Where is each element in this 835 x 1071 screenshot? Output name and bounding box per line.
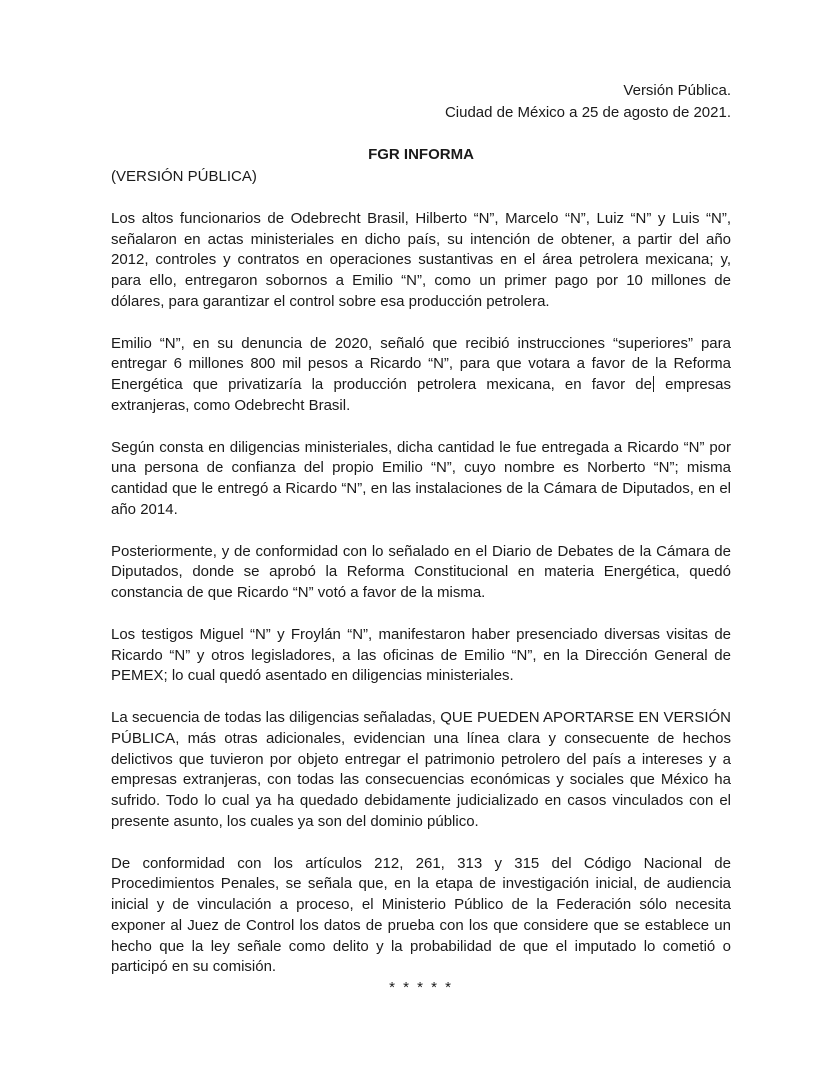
version-label: Versión Pública. <box>623 82 731 99</box>
document-subtitle: (VERSIÓN PÚBLICA) <box>111 168 257 185</box>
paragraph-2 <box>111 334 731 417</box>
document-header <box>111 80 731 124</box>
paragraph-2-part-1: Emilio “N”, en su denuncia de 2020, señaló que recibió instrucciones “superiores” para entregar 6 millones 800 mil pesos a Ricardo “N”, para que votara a favor de la Reforma Energética que privatizaría la producción petrolera mexicana, en favor de <box>111 334 731 394</box>
paragraph-6: La secuencia de todas las diligencias señaladas, QUE PUEDEN APORTARSE EN VERSIÓN PÚBLICA, más otras adicionales, evidencian una línea clara y consecuente de hechos delictivos que tuvieron por objeto entregar el patrimonio petrolero del país a intereses y a empresas extranjeras, con todas las consecuencias económicas y sociales que México ha sufrido. Todo lo cual ya ha quedado debidamente judicializado en casos vinculados con el presente asunto, los cuales ya son del dominio público. <box>111 708 731 830</box>
paragraph-2-part-2: empresas extranjeras, como Odebrecht Brasil. <box>111 376 731 414</box>
document-title: FGR INFORMA <box>368 146 474 163</box>
document-page <box>111 80 731 998</box>
paragraph-7: De conformidad con los artículos 212, 261, 313 y 315 del Código Nacional de Procedimientos Penales, se señala que, en la etapa de investigación inicial, de audiencia inicial y de vinculación a proceso, el Ministerio Público de la Federación sólo necesita exponer al Juez de Control los datos de prueba con los que considere que se establece un hecho que la ley señale como delito y la probabilidad de que el imputado lo cometió o participó en su comisión. <box>111 854 731 976</box>
paragraph-1: Los altos funcionarios de Odebrecht Brasil, Hilberto “N”, Marcelo “N”, Luiz “N” y Luis “N”, señalaron en actas ministeriales en dicho país, su intención de obtener, a partir del año 2012, controles y contratos en operaciones sustantivas en el área petrolera mexicana; y, para ello, entregaron sobornos a Emilio “N”, como un primer pago por 10 millones de dólares, para garantizar el control sobre esa producción petrolera. <box>111 209 731 310</box>
paragraph-5: Los testigos Miguel “N” y Froylán “N”, manifestaron haber presenciado diversas visitas de Ricardo “N” y otros legisladores, a las oficinas de Emilio “N”, en la Dirección General de PEMEX; lo cual quedó asentado en diligencias ministeriales. <box>111 625 731 685</box>
paragraph-4: Posteriormente, y de conformidad con lo señalado en el Diario de Debates de la Cámara de Diputados, donde se aprobó la Reforma Constitucional en materia Energética, quedó constancia de que Ricardo “N” votó a favor de la misma. <box>111 542 731 602</box>
paragraph-3: Según consta en diligencias ministeriales, dicha cantidad le fue entregada a Ricardo “N” por una persona de confianza del propio Emilio “N”, cuyo nombre es Norberto “N”; misma cantidad que le entregó a Ricardo “N”, en las instalaciones de la Cámara de Diputados, en el año 2014. <box>111 438 731 518</box>
closing-mark: * * * * * <box>389 979 453 997</box>
text-cursor <box>653 376 654 392</box>
place-date: Ciudad de México a 25 de agosto de 2021. <box>444 104 731 121</box>
